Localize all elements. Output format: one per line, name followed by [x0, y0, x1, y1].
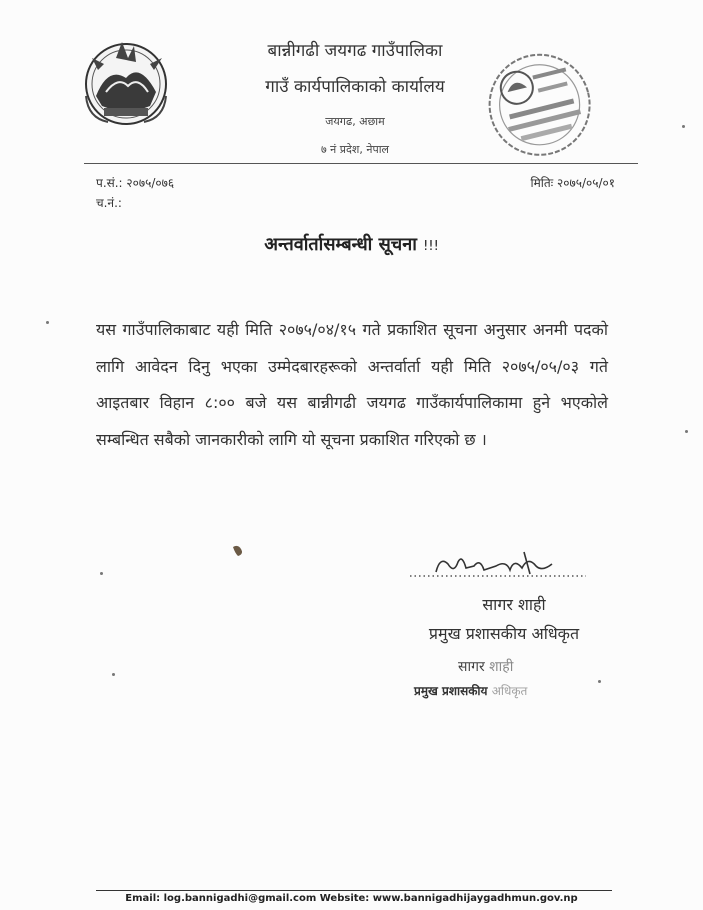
handwritten-signature: [410, 548, 586, 582]
designation-seal: [414, 682, 527, 699]
office-location: जयगढ, अछाम: [325, 115, 385, 128]
scan-dot: [100, 572, 103, 575]
nepal-emblem-icon: [78, 36, 174, 128]
dispatch-number: च.नं.:: [96, 196, 122, 210]
header-divider: [84, 163, 638, 164]
signatory-name: सागर शाही: [482, 595, 546, 614]
office-province: ७ नं प्रदेश, नेपाल: [320, 143, 390, 156]
office-subtitle: गाउँ कार्यपालिकाको कार्यालय: [265, 77, 445, 97]
scan-dot: [112, 673, 115, 676]
scan-dot: [685, 430, 688, 433]
ink-speck: [231, 543, 245, 557]
footer-contact: Email: log.bannigadhi@gmail.com Website: www.bannigadhijaygadhmun.gov.np: [125, 893, 578, 904]
notice-title-text: अन्तर्वार्तासम्बन्धी सूचना: [264, 234, 417, 255]
scan-dot: [682, 125, 685, 128]
letter-date: मितिः २०७५/०५/०१: [530, 176, 615, 190]
scan-dot: [46, 321, 49, 324]
footer-divider: [96, 890, 612, 891]
notice-body: यस गाउँपालिकाबाट यही मिति २०७५/०४/१५ गते प्रकाशित सूचना अनुसार अनमी पदको लागि आवेदन दिनु भएका उम्मेदबारहरूको अन्तर्वार्ता यही मिति २०७५/०५/०३ गते आइतबार विहान ८:०० बजे यस बान्नीगढी जयगढ गाउँकार्यपालिकामा हुने भएकोले सम्बन्धित सबैको जानकारीको लागि यो सूचना प्रकाशित गरिएको छ ।: [96, 320, 608, 449]
letterhead: [190, 34, 520, 158]
name-seal-text-faded: शाही: [489, 659, 514, 675]
notice-title-mark: !!!: [423, 239, 439, 254]
signatory-designation: प्रमुख प्रशासकीय अधिकृत: [428, 624, 580, 643]
name-seal: [458, 657, 513, 676]
office-stamp-icon: [478, 44, 608, 168]
scan-dot: [598, 680, 601, 683]
name-seal-text: सागर: [458, 659, 485, 675]
reference-number: प.सं.: २०७५/०७६: [96, 176, 175, 190]
designation-seal-text: प्रमुख प्रशासकीय: [414, 684, 488, 698]
office-name: बान्नीगढी जयगढ गाउँपालिका: [267, 41, 443, 61]
designation-seal-text-faded: अधिकृत: [491, 684, 528, 698]
notice-title: [0, 232, 703, 256]
